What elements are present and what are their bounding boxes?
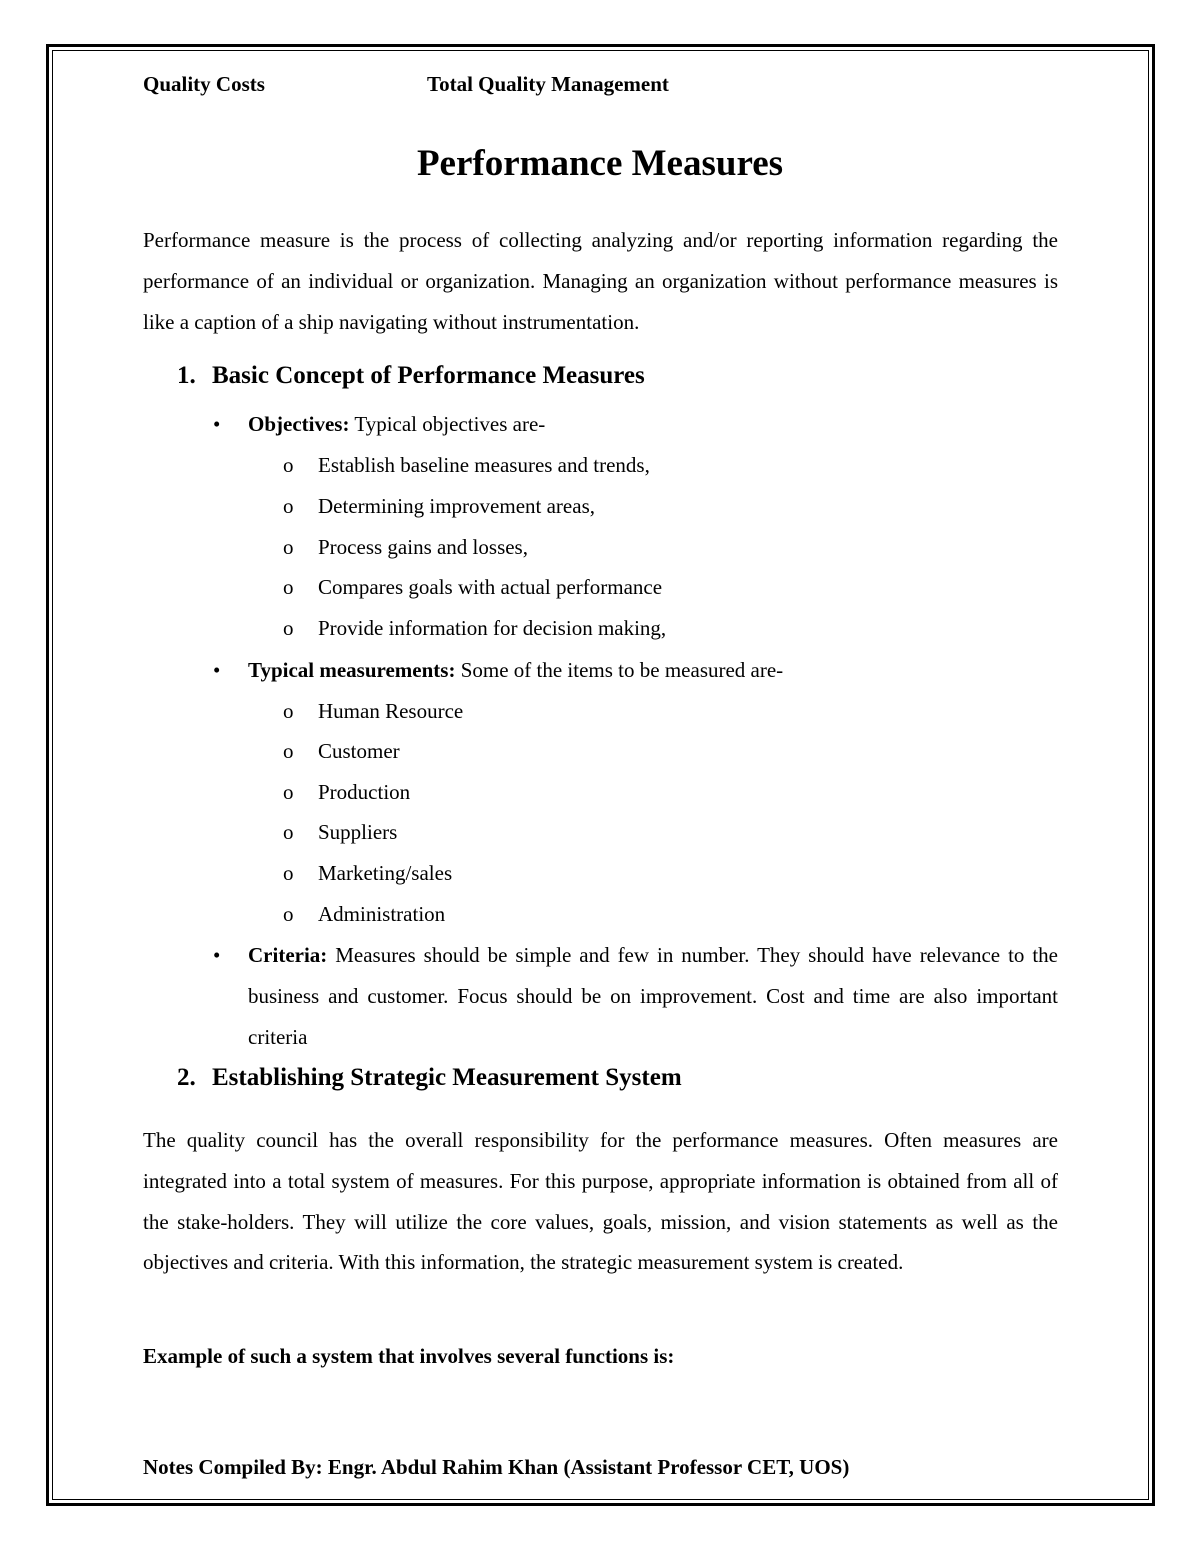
sub-bullet-icon: o	[283, 494, 294, 518]
sub-bullet-icon: o	[283, 861, 294, 885]
bullet-text: Measures should be simple and few in number. They should have relevance to the business and customer. Focus should be on improvement. Cost and time are also important criteria	[248, 943, 1058, 1049]
sub-bullet-icon: o	[283, 820, 294, 844]
header-right: Total Quality Management	[427, 72, 669, 96]
example-heading: Example of such a system that involves several functions is:	[143, 1344, 675, 1368]
sub-item-text: Customer	[318, 739, 400, 763]
sub-bullet-icon: o	[283, 616, 294, 640]
sub-bullet-icon: o	[283, 902, 294, 926]
sub-bullet-icon: o	[283, 739, 294, 763]
sub-item-text: Compares goals with actual performance	[318, 575, 663, 599]
bullet-icon: •	[213, 412, 221, 436]
sub-bullet-icon: o	[283, 535, 294, 559]
bullet-text: Some of the items to be measured are-	[455, 658, 784, 682]
sub-bullet-icon: o	[283, 780, 294, 804]
sub-item-text: Establish baseline measures and trends,	[318, 453, 650, 477]
sub-item-text: Human Resource	[318, 699, 464, 723]
section-2-paragraph: The quality council has the overall responsibility for the performance measures. Often measures are integrated into a total system of measures. For this purpose, appropriate information is obtained from all of the stake-holders. They will utilize the core values, goals, mission, and vision statements as well as the objectives and criteria. With this information, the strategic measurement system is created.	[143, 1128, 1058, 1275]
sub-item-text: Marketing/sales	[318, 861, 453, 885]
bullet-icon: •	[213, 658, 221, 682]
footer-credit: Notes Compiled By: Engr. Abdul Rahim Khan (Assistant Professor CET, UOS)	[143, 1455, 850, 1479]
sub-item-text: Provide information for decision making,	[318, 616, 667, 640]
section-2-title: Establishing Strategic Measurement System	[212, 1064, 682, 1091]
bullet-label: Criteria:	[248, 943, 328, 967]
sub-item-text: Suppliers	[318, 820, 398, 844]
bullet-label: Typical measurements:	[248, 658, 456, 682]
section-2-number: 2.	[177, 1064, 196, 1091]
page-title: Performance Measures	[416, 143, 784, 184]
sub-item-text: Administration	[318, 902, 446, 926]
header-left: Quality Costs	[143, 72, 265, 96]
sub-bullet-icon: o	[283, 575, 294, 599]
sub-bullet-icon: o	[283, 699, 294, 723]
section-1-number: 1.	[177, 362, 196, 389]
sub-item-text: Determining improvement areas,	[318, 494, 595, 518]
section-1-heading	[177, 362, 645, 390]
bullet-text: Typical objectives are-	[349, 412, 546, 436]
bullet-label: Objectives:	[248, 412, 350, 436]
sub-item-text: Production	[318, 780, 411, 804]
section-2-heading	[177, 1064, 682, 1092]
intro-paragraph: Performance measure is the process of collecting analyzing and/or reporting information regarding the performance of an individual or organization. Managing an organization without performance measures is like a caption of a ship navigating without instrumentation.	[143, 228, 1058, 334]
sub-item-text: Process gains and losses,	[318, 535, 528, 559]
section-1-title: Basic Concept of Performance Measures	[212, 362, 645, 389]
bullet-icon: •	[213, 943, 221, 967]
sub-bullet-icon: o	[283, 453, 294, 477]
